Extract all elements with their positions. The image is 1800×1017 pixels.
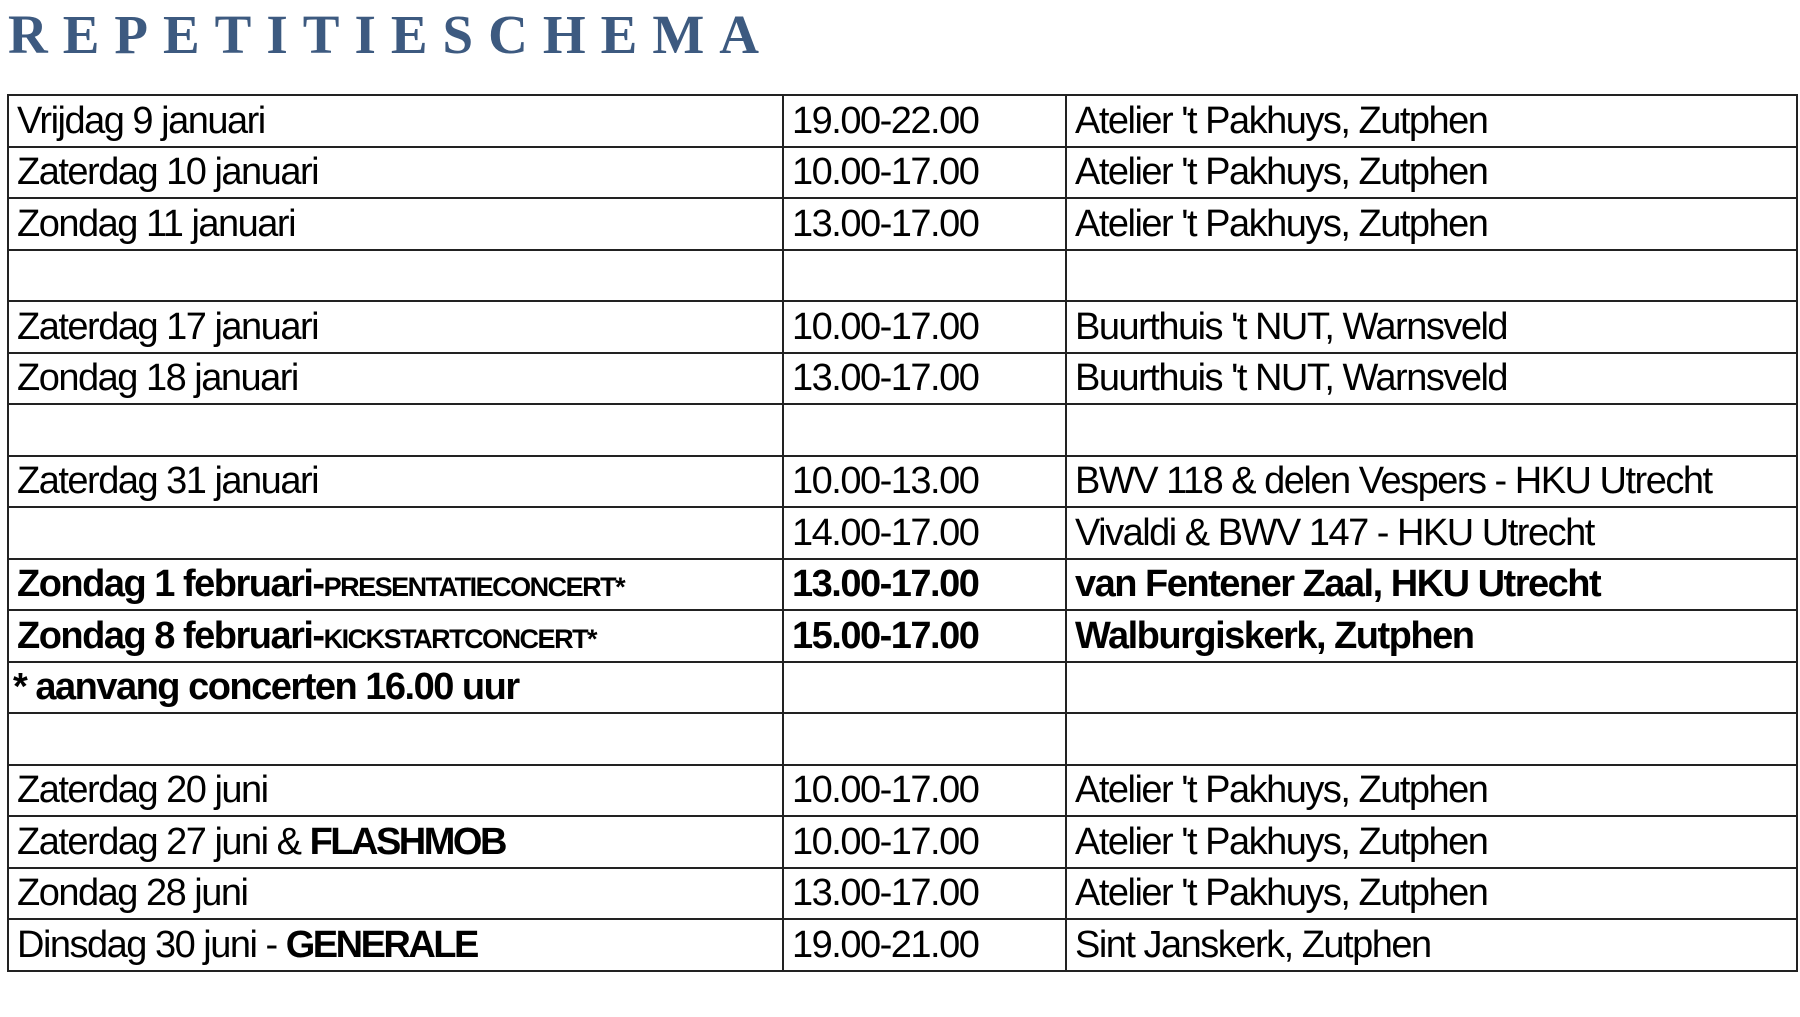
table-row xyxy=(8,353,1797,405)
table-row-empty xyxy=(8,404,1797,456)
location-cell: Atelier 't Pakhuys, Zutphen xyxy=(1066,765,1797,817)
date-cell: Zaterdag 31 januari xyxy=(8,456,783,508)
date-cell: Zaterdag 17 januari xyxy=(8,301,783,353)
table-row xyxy=(8,456,1797,508)
event-tag: GENERALE xyxy=(285,923,477,966)
time-cell: 10.00-13.00 xyxy=(783,456,1066,508)
location-cell xyxy=(1066,250,1797,302)
time-cell: 13.00-17.00 xyxy=(783,198,1066,250)
table-row-concert xyxy=(8,610,1797,662)
date-text: Dinsdag 30 juni - xyxy=(17,923,286,966)
location-cell: Atelier 't Pakhuys, Zutphen xyxy=(1066,868,1797,920)
page-title: REPETITIESCHEMA xyxy=(8,4,774,65)
time-cell: 10.00-17.00 xyxy=(783,816,1066,868)
location-cell: Atelier 't Pakhuys, Zutphen xyxy=(1066,95,1797,147)
table-row-empty xyxy=(8,713,1797,765)
table-row xyxy=(8,507,1797,559)
time-cell xyxy=(783,662,1066,714)
time-cell: 15.00-17.00 xyxy=(783,610,1066,662)
location-cell: Atelier 't Pakhuys, Zutphen xyxy=(1066,147,1797,199)
date-cell: Zaterdag 20 juni xyxy=(8,765,783,817)
table-row xyxy=(8,919,1797,971)
time-cell: 10.00-17.00 xyxy=(783,301,1066,353)
time-cell: 10.00-17.00 xyxy=(783,765,1066,817)
event-tag: FLASHMOB xyxy=(309,820,505,863)
date-text: Zondag 1 februari- xyxy=(17,563,324,606)
date-cell xyxy=(8,919,783,971)
date-cell: Zondag 28 juni xyxy=(8,868,783,920)
location-cell: Atelier 't Pakhuys, Zutphen xyxy=(1066,198,1797,250)
time-cell: 14.00-17.00 xyxy=(783,507,1066,559)
location-cell: Vivaldi & BWV 147 - HKU Utrecht xyxy=(1066,507,1797,559)
date-cell xyxy=(8,713,783,765)
table-row xyxy=(8,765,1797,817)
date-cell: Zondag 18 januari xyxy=(8,353,783,405)
table-row xyxy=(8,816,1797,868)
concert-note: * aanvang concerten 16.00 uur xyxy=(8,662,783,714)
table-row xyxy=(8,95,1797,147)
table-row xyxy=(8,301,1797,353)
location-cell: Buurthuis 't NUT, Warnsveld xyxy=(1066,353,1797,405)
table-row-note xyxy=(8,662,1797,714)
location-cell: Buurthuis 't NUT, Warnsveld xyxy=(1066,301,1797,353)
date-text: Zondag 8 februari- xyxy=(17,614,324,657)
time-cell xyxy=(783,250,1066,302)
location-cell xyxy=(1066,404,1797,456)
time-cell xyxy=(783,713,1066,765)
location-cell: van Fentener Zaal, HKU Utrecht xyxy=(1066,559,1797,611)
date-cell xyxy=(8,507,783,559)
location-cell xyxy=(1066,713,1797,765)
time-cell: 10.00-17.00 xyxy=(783,147,1066,199)
date-text: Zaterdag 27 juni & xyxy=(17,820,310,863)
table-row-empty xyxy=(8,250,1797,302)
date-cell: Zondag 11 januari xyxy=(8,198,783,250)
time-cell xyxy=(783,404,1066,456)
concert-tag: KICKSTARTCONCERT* xyxy=(323,623,597,654)
date-cell xyxy=(8,610,783,662)
time-cell: 13.00-17.00 xyxy=(783,559,1066,611)
table-row-concert xyxy=(8,559,1797,611)
location-cell: Walburgiskerk, Zutphen xyxy=(1066,610,1797,662)
date-cell xyxy=(8,816,783,868)
time-cell: 19.00-21.00 xyxy=(783,919,1066,971)
date-cell xyxy=(8,404,783,456)
date-cell xyxy=(8,250,783,302)
concert-tag: PRESENTATIECONCERT* xyxy=(323,572,625,603)
table-row xyxy=(8,868,1797,920)
location-cell: Atelier 't Pakhuys, Zutphen xyxy=(1066,816,1797,868)
date-cell: Vrijdag 9 januari xyxy=(8,95,783,147)
time-cell: 13.00-17.00 xyxy=(783,868,1066,920)
location-cell xyxy=(1066,662,1797,714)
table-row xyxy=(8,147,1797,199)
time-cell: 13.00-17.00 xyxy=(783,353,1066,405)
location-cell: Sint Janskerk, Zutphen xyxy=(1066,919,1797,971)
time-cell: 19.00-22.00 xyxy=(783,95,1066,147)
date-cell xyxy=(8,559,783,611)
date-cell: Zaterdag 10 januari xyxy=(8,147,783,199)
table-row xyxy=(8,198,1797,250)
location-cell: BWV 118 & delen Vespers - HKU Utrecht xyxy=(1066,456,1797,508)
schedule-table xyxy=(7,94,1798,972)
